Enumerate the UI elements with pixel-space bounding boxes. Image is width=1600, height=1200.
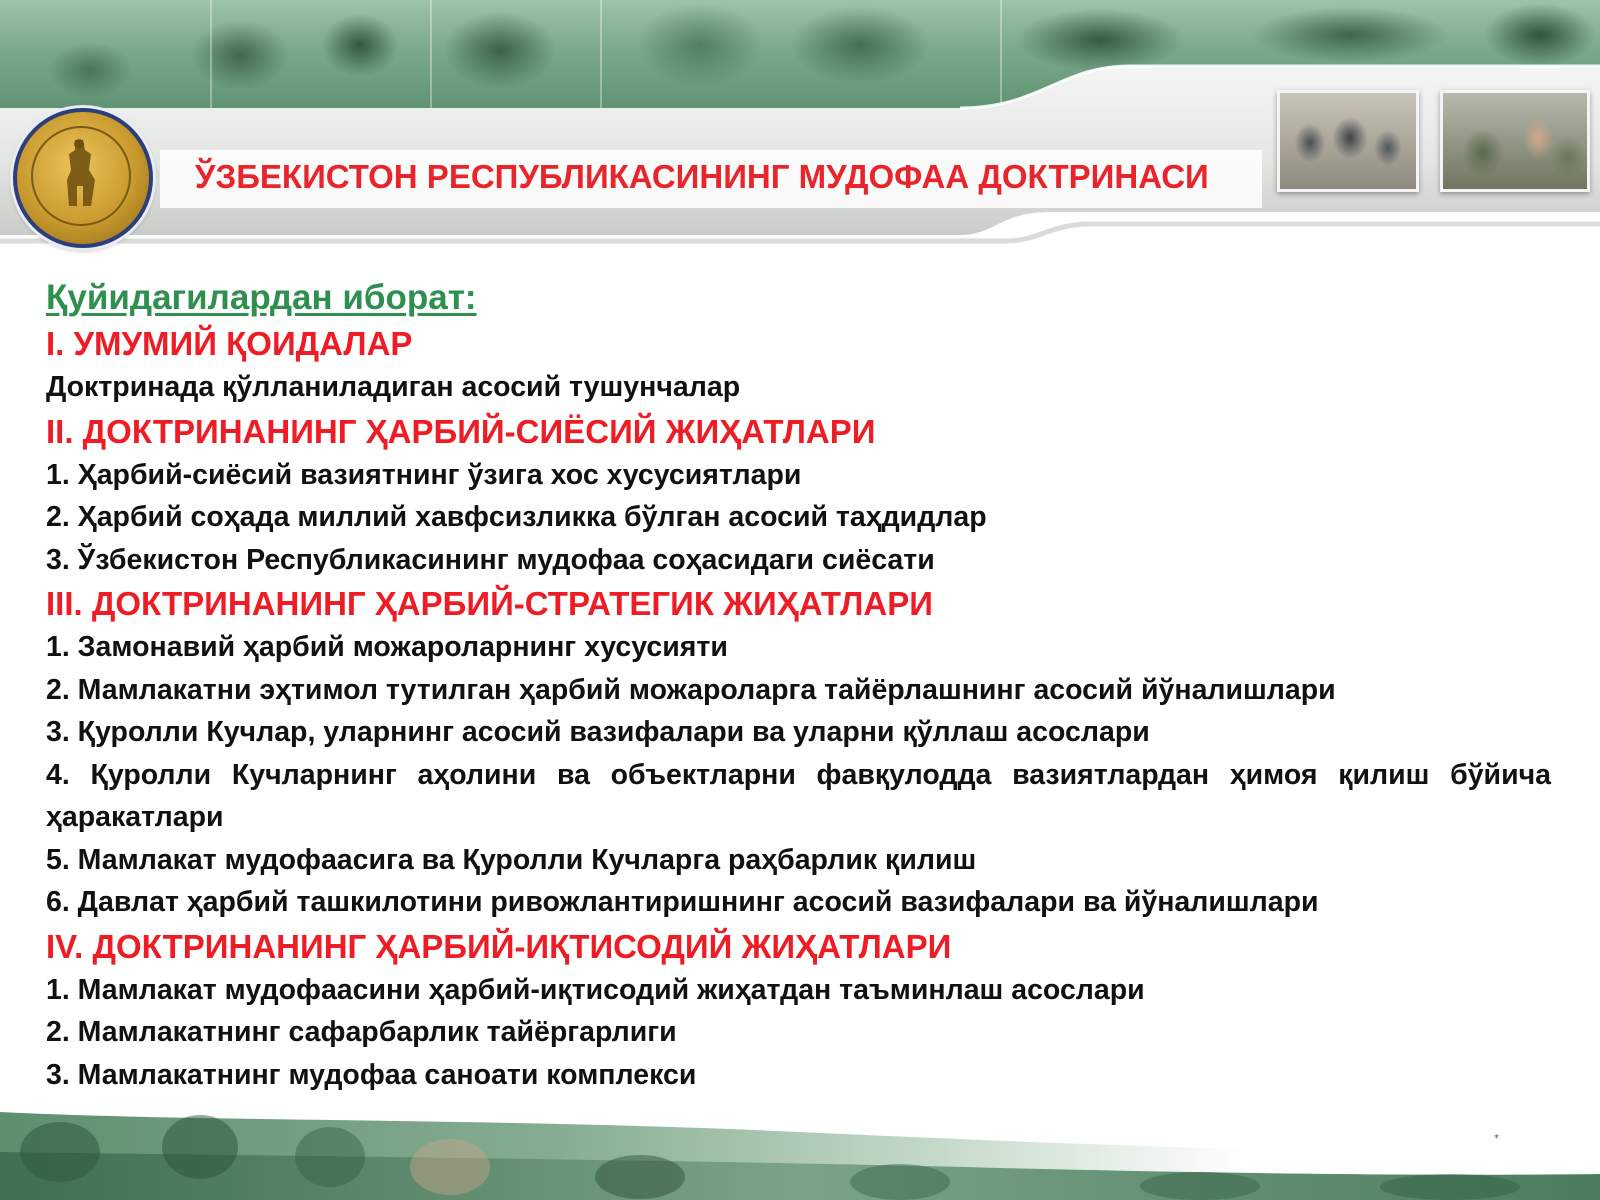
slide-mark: * (1494, 1133, 1499, 1144)
list-item: 5. Мамлакат мудофаасига ва Қуролли Кучларга раҳбарлик қилиш (46, 843, 977, 876)
section-heading: IV. ДОКТРИНАНИНГ ҲАРБИЙ-ИҚТИСОДИЙ ЖИҲАТЛАРИ (46, 927, 952, 965)
list-item: 2. Мамлакатнинг сафарбарлик тайёргарлиги (46, 1016, 677, 1048)
page-title: ЎЗБЕКИСТОН РЕСПУБЛИКАСИНИНГ МУДОФАА ДОКТРИНАСИ (195, 158, 1209, 195)
list-item: 6. Давлат ҳарбий ташкилотини ривожлантиришнинг асосий вазифалари ва йўналишлари (46, 886, 1319, 918)
military-personnel-photo (0, 1112, 1600, 1200)
list-item: 2. Мамлакатни эҳтимол тутилган ҳарбий можароларга тайёрлашнинг асосий йўналишлари (46, 673, 1336, 706)
soldier-portrait-photo (1440, 90, 1590, 192)
list-item: 3. Қуролли Кучлар, уларнинг асосий вазифалари ва уларни қўллаш асослари (46, 716, 1150, 748)
list-item: 1. Замонавий ҳарбий можароларнинг хусусияти (46, 631, 728, 663)
list-item: 3. Мамлакатнинг мудофаа саноати комплекси (46, 1058, 697, 1091)
intro-heading: Қуйидагилардан иборат: (46, 278, 477, 317)
list-item: 2. Ҳарбий соҳада миллий хавфсизликка бўлган асосий таҳдидлар (46, 501, 987, 533)
section-heading: I. УМУМИЙ ҚОИДАЛАР (46, 325, 413, 362)
list-item: 1. Ҳарбий-сиёсий вазиятнинг ўзига хос хусусиятлари (46, 458, 802, 491)
list-item: Доктринада қўлланиладиган асосий тушунчалар (46, 371, 741, 403)
list-item: 1. Мамлакат мудофаасини ҳарбий-иқтисодий жиҳатдан таъминлаш асослари (46, 973, 1145, 1006)
section-heading: III. ДОКТРИНАНИНГ ҲАРБИЙ-СТРАТЕГИК ЖИҲАТЛАРИ (46, 585, 933, 622)
doctrine-contents (46, 275, 1551, 1096)
list-item: 3. Ўзбекистон Республикасининг мудофаа соҳасидаги сиёсати (46, 543, 935, 576)
list-item: 4. Қуролли Кучларнинг аҳолини ва объектларни фавқулодда вазиятлардан ҳимоя қилиш бўйича ҳаракатлари (46, 758, 1551, 833)
ministry-of-defense-emblem-icon (13, 108, 153, 248)
training-photo (1277, 90, 1419, 192)
section-heading: II. ДОКТРИНАНИНГ ҲАРБИЙ-СИЁСИЙ ЖИҲАТЛАРИ (46, 412, 876, 450)
